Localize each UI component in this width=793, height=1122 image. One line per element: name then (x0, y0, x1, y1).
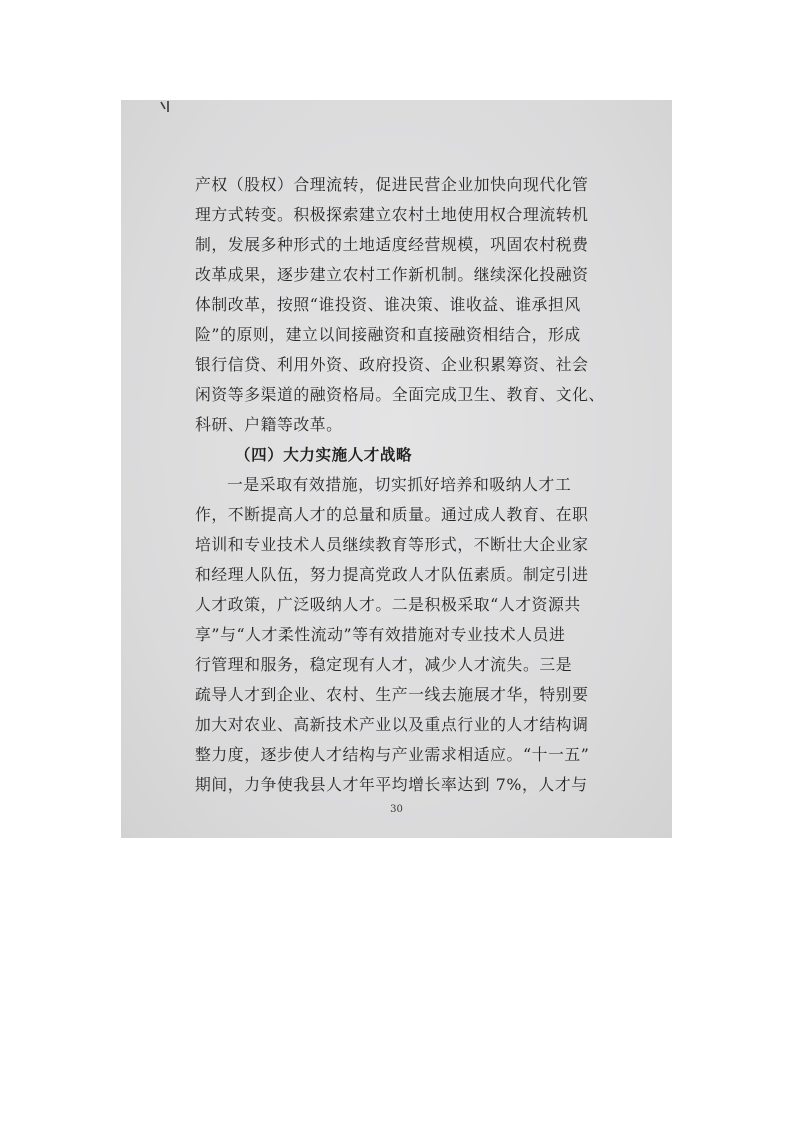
text-line: 闲资等多渠道的融资格局。全面完成卫生、教育、文化、 (195, 385, 605, 404)
text-line: 产权（股权）合理流转，促进民营企业加快向现代化管 (195, 175, 589, 194)
text-line: 制，发展多种形式的土地适度经营规模，巩固农村税费 (195, 235, 589, 254)
text-line: 银行信贷、利用外资、政府投资、企业积累筹资、社会 (195, 355, 589, 374)
text-line: 加大对农业、高新技术产业以及重点行业的人才结构调 (195, 715, 589, 734)
text-line: 期间，力争使我县人才年平均增长率达到 7%，人才与 (195, 775, 588, 794)
scanned-page (121, 100, 672, 838)
text-line: 一是采取有效措施，切实抓好培养和吸纳人才工 (227, 475, 572, 494)
body-text (195, 170, 605, 800)
text-line: 疏导人才到企业、农村、生产一线去施展才华，特别要 (195, 685, 589, 704)
text-line: 改革成果，逐步建立农村工作新机制。继续深化投融资 (195, 265, 589, 284)
page-number: 30 (390, 804, 403, 815)
text-line: 行管理和服务，稳定现有人才，减少人才流失。三是 (195, 655, 573, 674)
text-line: 作，不断提高人才的总量和质量。通过成人教育、在职 (195, 505, 589, 524)
text-line: 享”与“人才柔性流动”等有效措施对专业技术人员进 (195, 625, 566, 644)
paragraph-reform (195, 170, 605, 440)
text-line: 培训和专业技术人员继续教育等形式，不断壮大企业家 (195, 535, 589, 554)
text-line: 和经理人队伍，努力提高党政人才队伍素质。制定引进 (195, 565, 589, 584)
paragraph-talent (195, 470, 605, 800)
text-line: 理方式转变。积极探索建立农村土地使用权合理流转机 (195, 205, 589, 224)
text-line: 险”的原则，建立以间接融资和直接融资相结合，形成 (195, 325, 581, 344)
scan-mark-icon (159, 100, 189, 114)
text-line: 科研、户籍等改革。 (195, 415, 343, 434)
text-line: 人才政策，广泛吸纳人才。二是积极采取“人才资源共 (195, 595, 581, 614)
text-line: 体制改革，按照“谁投资、谁决策、谁收益、谁承担风 (195, 295, 581, 314)
text-line: 整力度，逐步使人才结构与产业需求相适应。“十一五” (195, 745, 590, 764)
section-heading: （四）大力实施人才战略 (235, 446, 413, 464)
